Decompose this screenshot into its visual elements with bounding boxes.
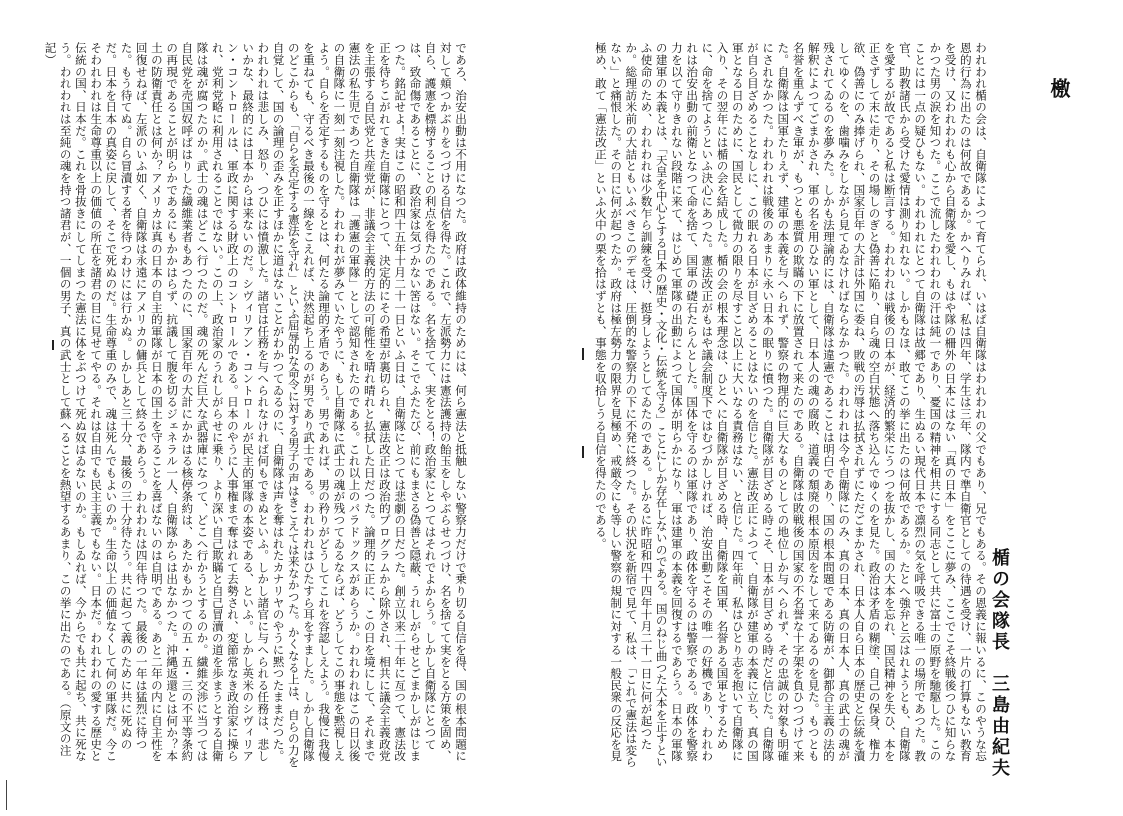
margin-mark-left: [52, 340, 54, 350]
margin-mark-bottom: [582, 446, 584, 458]
right-text-column: [593, 42, 988, 772]
scan-edge-mark: [6, 780, 7, 810]
margin-mark-top: [582, 348, 584, 360]
document-author: 楯の会隊長 三島由紀夫: [989, 548, 1010, 779]
right-column-text: われわれ楯の会は、自衛隊によつて育てられ、いはば自衛隊はわれわれの父でもあり、兄でもある。その恩義に報いるに、このやうな忘恩的行為に出たのは何故であるか。かへりみれば、私は四年、学生は三年、隊内で準自衛官としての待遇を受け、一片の打算もない教育を受け、又われわれも心から自衛隊を愛し、もはや隊の柵外の日本にはない「真の日本」をここに夢み、ここでこそ終戦後つひに知らなかつた男の涙を知つた。ここで流したわれわれの汗は純一であり、憂国の精神を相共にする同志として共に富士の原野を馳駆した。このことには一点の疑ひもない。われわれにとつて自衛隊は故郷であり、生ぬるい現代日本で凛烈の気を呼吸できる唯一の場所であつた。教官、助教諸氏から受けた愛情は測り知れない。しかもなほ、敢てこの挙に出たのは何故であるか。たとへ強弁と云はれようとも、自衛隊を愛するが故であると私は断言する。われわれは戦後の日本が、経済的繁栄にうつつを抜かし、国の大本を忘れ、国民精神を失ひ、本を正さずして末に走り、その場しのぎと偽善に陥り、自ら魂の空白状態へ落ち込んでゆくのを見た。政治は矛盾の糊塗、自己の保身、権力欲、偽善にのみ捧げられ、国家百年の大計は外国に委ね、敗戦の汚辱は払拭されずにただごまかされ、日本人自ら日本の歴史と伝統を瀆してゆくのを、歯噛みをしながら見てゐなければならなかつた。われわれは今や自衛隊にのみ、真の日本、真の日本人、真の武士の魂が残されてゐるのを夢みた。しかも法理論的には、自衛隊は違憲であることは明白であり、国の根本問題である防衛が、御都合主義の法的解釈によつてごまかされ、軍の名を用ひない軍として、日本人の魂の腐敗、道義の頽廃の根本原因をなして来てゐるのを見た。もつとも名誉を重んずべき軍が、もつとも悪質の欺瞞の下に放置されて来たのである。自衛隊は敗戦後の国家の不名誉な十字架を負ひつづけて来た。自衛隊は国軍たりえず、建軍の本義を与へられず、警察の物理的に巨大なものとしての地位しか与へられず、その忠誠の対象も明確にされなかつた。われわれは戦後のあまりに永い日本の眠りに憤つた。自衛隊が目ざめる時こそ、日本が目ざめる時だと信じた。自衛隊が自ら目ざめることなしに、この眠れる日本が目ざめることはないのを信じた。憲法改正によつて、自衛隊が建軍の本義に立ち、真の国軍となる日のために、国民として微力の限りを尽すこと以上に大いなる責務はない、と信じた。四年前、私はひとり志を抱いて自衛隊に入り、その翌年には楯の会を結成した。楯の会の根本理念は、ひとへに自衛隊が目ざめる時、自衛隊を国軍、名誉ある国軍とするために、命を捨てようといふ決心にあつた。憲法改正がもはや議会制度下ではむづかしければ、治安出動こそその唯一の好機であり、われわれは治安出動の前衛となつて命を捨て、国軍の礎石たらんとした。国体を守るのは軍隊であり、政体を守るのは警察である。政体を警察力を以て守りきれない段階に来て、はじめて軍隊の出動によつて国体が明らかになり、軍は建軍の本義を回復するであらう。日本の軍隊の建軍の本義とは、「天皇を中心とする日本の歴史・文化・伝統を守る」ことにしか存在しないのである。国のねじ曲つた大本を正すといふ使命のため、われわれは少数乍ら訓練を受け、挺身しようとしてゐたのである。しかるに昨昭和四十四年十月二十一日に何が起つたか。総理訪米前の大詰ともいふべきこのデモは、圧倒的な警察力の下に不発に終つた。その状況を新宿で見て、私は、「これで憲法は変らない」と痛恨した。その日に何が起つたか。政府は極左勢力の限界を見極め、戒厳令にも等しい警察の規制に対する一般民衆の反応を見極め、敢て「憲法改正」といふ火中の栗を拾はずとも、事態を収拾しうる自信を得たのである。: [593, 42, 988, 768]
document-title: 檄: [1047, 78, 1071, 100]
left-column-text: であろ、治安出動は不用になつた。政府は政体維持のためには、何ら憲法と抵触しない警察力だけで乗り切る自信を得、国の根本問題に対して頬つかぶりをつづける自信を得た。これで、左派勢力には憲法護持の飴玉をしやぶらせつづけ、名を捨てて実をとる方策を固め、自ら、護憲を標榜することの利点を得たのである。名を捨てて、実をとる！政治家にとつてはそれでよからう。しかし自衛隊にとつては、致命傷であることに、政治家は気づかない筈はない。そこでふたたび、前にもまさる偽善と隠蔽、うれしがらせとごまかしがはじまつた。銘記せよ！実はこの昭和四十五年十月二十一日といふ日は、自衛隊にとつては悲劇の日だつた。創立以来二十年に亙つて、憲法改正を待ちこがれてきた自衛隊にとつて、決定的にその希望が裏切られ、憲法改正は政治的プログラムから除外され、相共に議会主義政党を主張する自民党と共産党が、非議会主義的方法の可能性を晴れ晴れと払拭した日だつた。論理的に正に、この日を境にして、それまで憲法の私生児であつた自衛隊は「護憲の軍隊」として認知されたのである。これ以上のパラドックスがあらうか。われわれはこの日以後の自衛隊に一刻一刻注視した。われわれが夢みていたやうに、もし自衛隊に武士の魂が残つてゐるならば、どうしてこの事態を黙視しえよう。自らを否定するものを守るとは、何たる論理的矛盾であらう。男であれば、男の矜りがどうしてこれを容認しえよう。我慢に我慢を重ねても、守るべき最後の一線をこえれば、決然起ち上るのが男であり武士である。われわれはひたすら耳をすました。しかし自衛隊のどこからも、「自らを否定する憲法を守れ」といふ屈辱的な命令に対する男子の声はきこえては来なかつた。かくなる上は、自らの力を自覚して、国の論理の歪みを正すほかに道はないことがわかつてゐるのに、自衛隊は声を奪はれたカナリヤのやうに黙つたままだつた。われわれは悲しみ、怒り、つひには憤激した。諸官は任務を与へられなければ何もできぬといふ。しかし諸官に与へられる任務は、悲しいかな、最終的には日本からは来ないのだ。シヴィリアン・コントロールが民主的軍隊の本姿である、といふ。しかし英米のシヴィリアン・コントロールは、軍政に関する財政上のコントロールである。日本のやうに人事権まで奪はれて去勢され、変節常なき政治家に操られ、党利党略に利用されることではない。この上、政治家のうれしがらせに乗り、より深い自己欺瞞と自己冒瀆の道を歩まうとする自衛隊は魂が腐つたのか。武士の魂はどこへ行つたのだ。魂の死んだ巨大な武器庫になつて、どこへ行かうとするのか。繊維交渉に当つては自民党を売国奴呼ばはりした繊維業者もあつたのに、国家百年の大計にかかはる核停条約は、あたかもかつての五・五・三の不平等条約の再現であることが明らかであるにもかかはらず、抗議して腹を切るジェネラル一人、自衛隊からは出なかつた。沖縄返還とは何か？本土の防衛責任とは何か？アメリカは真の日本の自主的軍隊が日本の国土を守ることを喜ばないのは自明である。あと二年の内に自主性を回復せねば、左派のいふ如く、自衛隊は永遠にアメリカの傭兵として終るであらう。われわれは四年待つた。最後の一年は猛烈に待つた。もう待てぬ。自ら冒瀆する者を待つわけには行かぬ。しかしあと三十分、最後の三十分待たう。共に起つて義のために共に死ぬのだ。日本を日本の真姿に戻して、そこで死ぬのだ。生命尊重のみで、魂は死んでもよいのか。生命以上の価値なくして何の軍隊だ。今こそわれわれは生命尊重以上の価値の所在を諸君の目に見せてやる。それは自由でも民主主義でもない。日本だ。われわれの愛する歴史と伝統の国、日本だ。これを骨抜きにしてしまつた憲法に体をぶつけて死ぬ奴はゐないのか。もしゐれば、今からでも共に起ち、共に死なう。われわれは至純の魂を持つ諸君が、一個の男子、真の武士として蘇へることを熱望するあまり、この挙に出たのである。（原文の注記）: [43, 42, 468, 768]
left-text-column: [43, 42, 468, 772]
